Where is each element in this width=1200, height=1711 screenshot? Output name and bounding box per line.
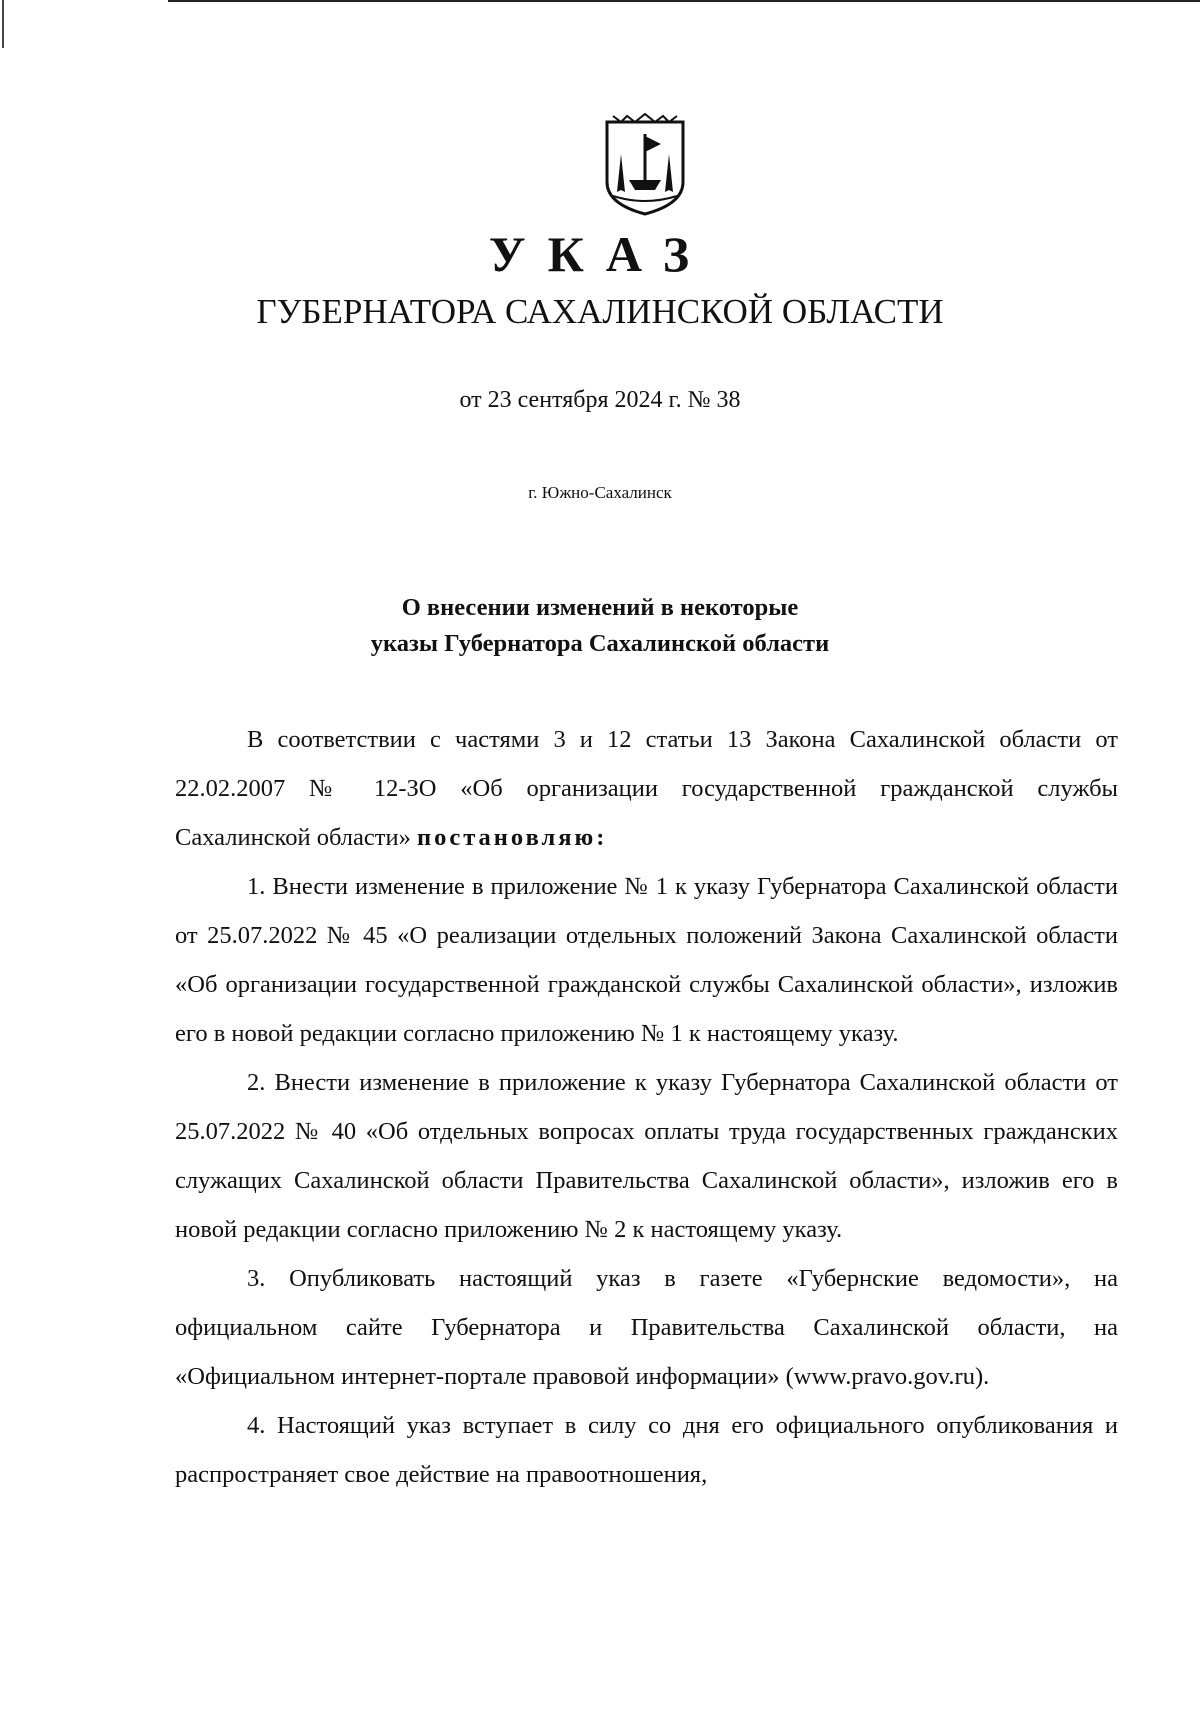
decree-word: постановляю: <box>416 824 608 851</box>
issue-city: г. Южно-Сахалинск <box>528 483 672 502</box>
coat-of-arms-icon <box>603 112 687 216</box>
heading-line-1: О внесении изменений в некоторые <box>401 594 799 621</box>
issuer-title: ГУБЕРНАТОРА САХАЛИНСКОЙ ОБЛАСТИ <box>256 292 944 331</box>
top-border-line <box>168 0 1200 2</box>
item-2: 2. Внести изменение в приложение к указу Губернатора Сахалинской области от 25.07.2022 № 40 «Об отдельных вопросах оплаты труда государственных гражданских служащих Сахалинской области Правительства Сахалинской области», изложив его в новой редакции согласно приложению № 2 к настоящему указу. <box>175 1069 1118 1243</box>
item-3: 3. Опубликовать настоящий указ в газете «Губернские ведомости», на официальном сайте Губернатора и Правительства Сахалинской области, на «Официальном интернет-портале правовой информации» (www.pravo.gov.ru). <box>175 1265 1118 1390</box>
decree-body <box>175 715 1118 1499</box>
document-title: УКАЗ <box>488 226 712 282</box>
decree-date-number: от 23 сентября 2024 г. № 38 <box>459 387 741 413</box>
decree-heading <box>0 590 1200 662</box>
preamble-text: В соответствии с частями 3 и 12 статьи 13 Закона Сахалинской области от 22.02.2007 № 12-ЗО «Об организации государственной гражданской службы Сахалинской области» <box>175 726 1118 851</box>
item-4: 4. Настоящий указ вступает в силу со дня его официального опубликования и распространяет свое действие на правоотношения, <box>175 1412 1118 1488</box>
scan-edge-mark <box>2 0 4 48</box>
item-1: 1. Внести изменение в приложение № 1 к указу Губернатора Сахалинской области от 25.07.2022 № 45 «О реализации отдельных положений Закона Сахалинской области «Об организации государственной гражданской службы Сахалинской области», изложив его в новой редакции согласно приложению № 1 к настоящему указу. <box>175 873 1118 1047</box>
preamble-paragraph <box>175 715 1118 862</box>
heading-line-2: указы Губернатора Сахалинской области <box>370 630 830 657</box>
